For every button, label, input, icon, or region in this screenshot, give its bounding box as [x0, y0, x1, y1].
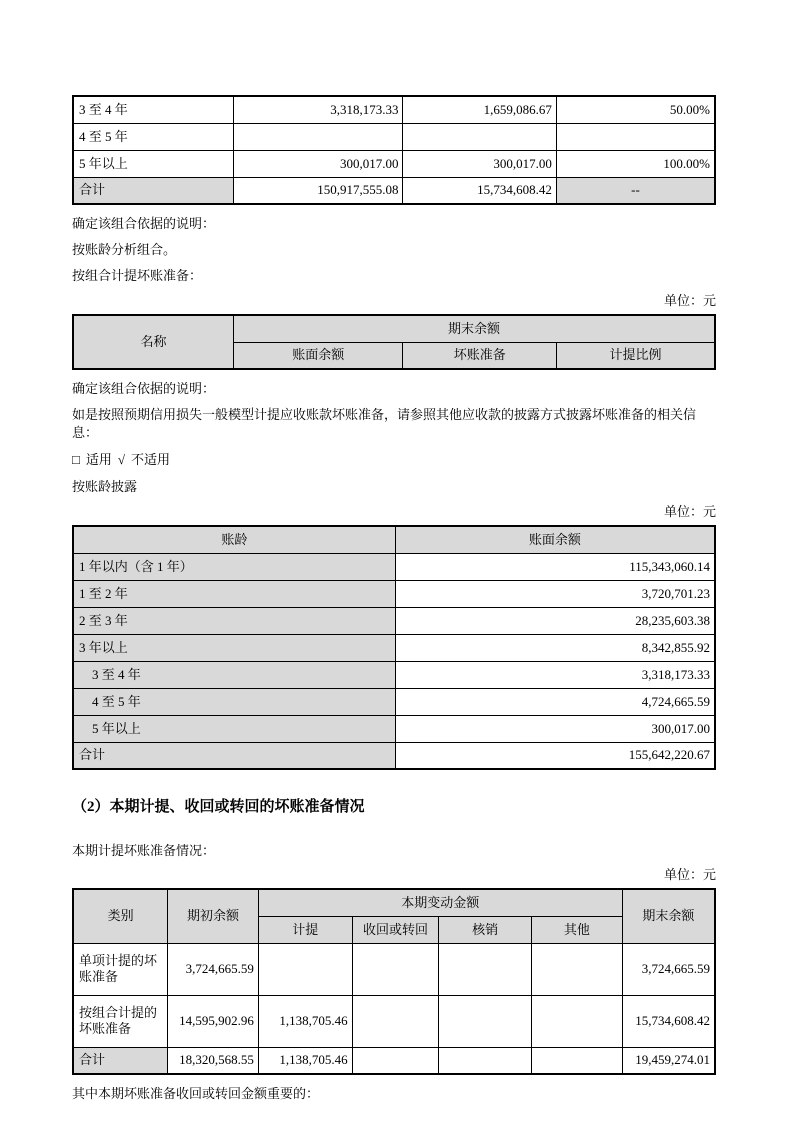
note-basis-title-2: 确定该组合依据的说明：: [72, 381, 216, 396]
applicability-line: [72, 451, 716, 469]
other-header-cell: 其他: [532, 916, 623, 943]
unit-label: 单位：元: [663, 504, 716, 519]
recovery-cell: [352, 1047, 439, 1074]
writeoff-header-cell: 核销: [439, 916, 532, 943]
header-row: [73, 889, 715, 916]
balance-cell: 28,235,603.38: [395, 607, 715, 634]
total-label-cell: 合计: [73, 1047, 168, 1074]
total-row: [73, 177, 715, 204]
category-header-cell: 类别: [73, 889, 168, 943]
book-balance-cell: 150,917,555.08: [234, 177, 403, 204]
aging-provision-tail-table: [72, 95, 716, 205]
ratio-cell: [556, 123, 715, 150]
table-row: [73, 634, 715, 661]
aging-label-cell: 5 年以上: [73, 150, 234, 177]
recovery-cell: [352, 995, 439, 1047]
total-label-cell: 合计: [73, 742, 395, 769]
header-row: [73, 526, 715, 553]
book-balance-header-cell: 账面余额: [234, 342, 403, 369]
table-row: [73, 995, 715, 1047]
beginning-cell: 3,724,665.59: [168, 943, 259, 995]
table-row: [73, 580, 715, 607]
unit-label: 单位：元: [663, 867, 716, 882]
balance-cell: 300,017.00: [395, 715, 715, 742]
balance-cell: 155,642,220.67: [395, 742, 715, 769]
ratio-cell: --: [556, 177, 715, 204]
accrual-cell: 1,138,705.46: [258, 995, 352, 1047]
book-balance-cell: [234, 123, 403, 150]
age-label-cell: 3 年以上: [73, 634, 395, 661]
writeoff-cell: [439, 1047, 532, 1074]
bad-debt-cell: [403, 123, 556, 150]
section-heading: （2）本期计提、收回或转回的坏账准备情况: [72, 799, 365, 815]
not-applicable-label: 不适用: [131, 452, 171, 467]
other-cell: [532, 995, 623, 1047]
balance-cell: 3,720,701.23: [395, 580, 715, 607]
provision-change-table: [72, 888, 716, 1075]
aging-disclosure-table: [72, 525, 716, 770]
age-sublabel-cell: 3 至 4 年: [73, 661, 395, 688]
provision-intro: 本期计提坏账准备情况：: [72, 843, 216, 858]
change-group-header-cell: 本期变动金额: [258, 889, 622, 916]
ratio-cell: 100.00%: [556, 150, 715, 177]
note-portfolio-provision: 按组合计提坏账准备：: [72, 268, 203, 283]
unit-label: 单位：元: [663, 293, 716, 308]
beginning-cell: 14,595,902.96: [168, 995, 259, 1047]
ending-cell: 3,724,665.59: [622, 943, 715, 995]
bad-debt-cell: 15,734,608.42: [403, 177, 556, 204]
ending-header-cell: 期末余额: [622, 889, 715, 943]
beginning-header-cell: 期初余额: [168, 889, 259, 943]
check-icon: √: [117, 452, 126, 467]
accrual-cell: 1,138,705.46: [258, 1047, 352, 1074]
book-balance-cell: 3,318,173.33: [234, 96, 403, 123]
note-basis-text: 按账龄分析组合。: [72, 242, 177, 257]
aging-label-cell: 3 至 4 年: [73, 96, 234, 123]
note-aging-disclosure: 按账龄披露: [72, 479, 138, 494]
beginning-cell: 18,320,568.55: [168, 1047, 259, 1074]
note-basis-title: 确定该组合依据的说明：: [72, 216, 216, 231]
name-header-cell: 名称: [73, 315, 234, 369]
balance-cell: 115,343,060.14: [395, 553, 715, 580]
ratio-cell: 50.00%: [556, 96, 715, 123]
age-label-cell: 1 至 2 年: [73, 580, 395, 607]
applicable-label: 适用: [85, 452, 112, 467]
aging-label-cell: 4 至 5 年: [73, 123, 234, 150]
age-sublabel-cell: 5 年以上: [73, 715, 395, 742]
table-row: [73, 150, 715, 177]
note-ecl: 如是按照预期信用损失一般模型计提应收账款坏账准备，请参照其他应收款的披露方式披露坏账准备的相关信息：: [72, 407, 697, 440]
other-cell: [532, 943, 623, 995]
ending-cell: 15,734,608.42: [622, 995, 715, 1047]
age-header-cell: 账龄: [73, 526, 395, 553]
balance-cell: 3,318,173.33: [395, 661, 715, 688]
balance-cell: 8,342,855.92: [395, 634, 715, 661]
portfolio-summary-table: [72, 314, 716, 370]
table-row: [73, 943, 715, 995]
total-row: [73, 742, 715, 769]
age-label-cell: 2 至 3 年: [73, 607, 395, 634]
writeoff-cell: [439, 943, 532, 995]
age-sublabel-cell: 4 至 5 年: [73, 688, 395, 715]
category-cell: 按组合计提的坏账准备: [73, 995, 168, 1047]
table-row: [73, 553, 715, 580]
table-row: [73, 715, 715, 742]
bad-debt-cell: 300,017.00: [403, 150, 556, 177]
category-cell: 单项计提的坏账准备: [73, 943, 168, 995]
footer-note: 其中本期坏账准备收回或转回金额重要的：: [72, 1086, 320, 1101]
header-row: [73, 315, 715, 342]
accrual-cell: [258, 943, 352, 995]
bad-debt-cell: 1,659,086.67: [403, 96, 556, 123]
total-label-cell: 合计: [73, 177, 234, 204]
table-row: [73, 96, 715, 123]
checkbox-unchecked-icon: □: [72, 452, 80, 467]
table-row: [73, 123, 715, 150]
bad-debt-header-cell: 坏账准备: [403, 342, 556, 369]
ratio-header-cell: 计提比例: [556, 342, 715, 369]
other-cell: [532, 1047, 623, 1074]
table-row: [73, 607, 715, 634]
recovery-cell: [352, 943, 439, 995]
ending-cell: 19,459,274.01: [622, 1047, 715, 1074]
ending-balance-header-cell: 期末余额: [234, 315, 716, 342]
book-balance-cell: 300,017.00: [234, 150, 403, 177]
writeoff-cell: [439, 995, 532, 1047]
balance-header-cell: 账面余额: [395, 526, 715, 553]
balance-cell: 4,724,665.59: [395, 688, 715, 715]
recovery-header-cell: 收回或转回: [352, 916, 439, 943]
table-row: [73, 661, 715, 688]
age-label-cell: 1 年以内（含 1 年）: [73, 553, 395, 580]
total-row: [73, 1047, 715, 1074]
table-row: [73, 688, 715, 715]
accrual-header-cell: 计提: [258, 916, 352, 943]
